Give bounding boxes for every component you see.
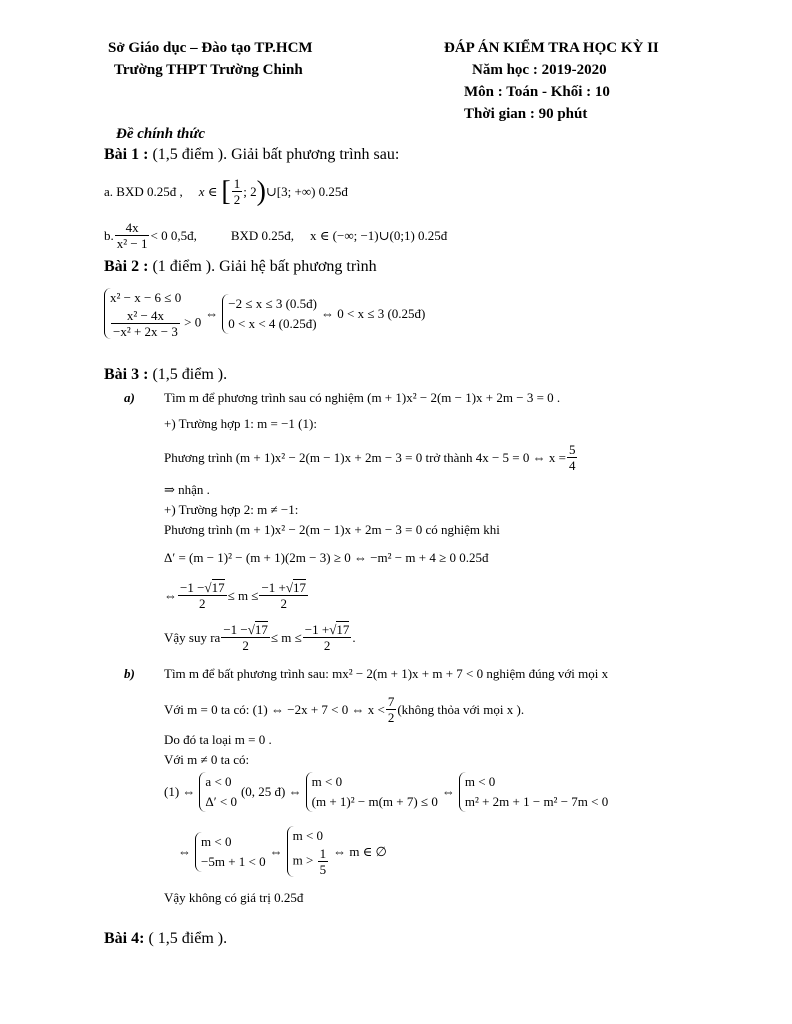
s5-line-2 — [293, 846, 329, 877]
case2: +) Trường hợp 2: m ≠ −1: — [164, 502, 299, 517]
frac-num: 1 — [233, 176, 241, 191]
sys2-after: > 0 — [184, 314, 202, 330]
case1: +) Trường hợp 1: m = −1 (1): — [164, 416, 317, 431]
dot: . — [352, 629, 356, 645]
frac-num — [221, 622, 270, 637]
bai1-b-bxd: BXD 0.25đ, — [230, 227, 295, 243]
bai1-part-b — [104, 220, 447, 251]
system-chain-2 — [178, 826, 387, 877]
bai4-heading-line — [104, 930, 227, 948]
bai4-heading: Bài 4: — [104, 930, 145, 947]
num-prefix: −1 + — [304, 622, 330, 637]
s4-line-2: −5m + 1 < 0 — [201, 853, 266, 869]
exclude-line: Do đó ta loại m = 0 . — [164, 732, 272, 747]
frac-num: 4x — [125, 220, 139, 235]
system-s4 — [195, 832, 266, 872]
school-name: Trường THPT Trường Chinh — [114, 62, 303, 78]
subject: Môn : Toán - Khối : 10 — [464, 84, 610, 100]
bai1-b-frac — [115, 220, 150, 251]
sqrt-arg: 17 — [254, 622, 268, 637]
duration: Thời gian : 90 phút — [464, 106, 588, 122]
frac-den: 2 — [233, 192, 241, 207]
sys-line-2 — [110, 308, 201, 339]
m0-line — [164, 694, 524, 725]
frac-den: x² − 1 — [116, 236, 148, 251]
iff-symbol: ⇔ — [205, 305, 219, 321]
bai3-b-text: Tìm m để bất phương trình sau: mx² − 2(m + 1)x + m + 7 < 0 nghiệm đúng với mọi x — [164, 666, 609, 681]
official-label: Đề chính thức — [116, 126, 205, 142]
has-root-line: Phương trình (m + 1)x² − 2(m − 1)x + 2m − 3 = 0 có nghiệm khi — [164, 522, 500, 537]
bai1-b-label: b. — [104, 227, 114, 243]
sqrt-icon: √ — [204, 580, 212, 595]
frac-den: 2 — [387, 710, 395, 725]
root-right-frac — [303, 622, 352, 653]
bai2-heading-line — [104, 258, 377, 276]
system-right — [222, 294, 317, 334]
one-iff: (1) ⇔ — [164, 784, 196, 799]
frac-num: 1 — [319, 846, 327, 861]
conclusion-a — [164, 622, 356, 653]
sys-line-1: x² − x − 6 ≤ 0 — [110, 290, 182, 305]
bai3-a-text: Tìm m để phương trình sau có nghiệm (m + 1)x² − 2(m − 1)x + 2m − 3 = 0 . — [164, 390, 561, 405]
iff-symbol: ⇔ — [441, 784, 455, 799]
bai3-heading: Bài 3 : — [104, 366, 149, 383]
num-prefix: −1 − — [180, 580, 205, 595]
m0-post: (không thỏa với mọi x ). — [397, 701, 525, 717]
s2-line-2: (m + 1)² − m(m + 7) ≤ 0 — [311, 794, 438, 809]
frac-den: 2 — [178, 595, 227, 611]
bai3-heading-line — [104, 366, 227, 384]
system-chain-1 — [164, 772, 612, 812]
mneq0-line: Với m ≠ 0 ta có: — [164, 752, 250, 767]
s4-line-1: m < 0 — [201, 833, 232, 849]
dept-name: Sở Giáo dục – Đào tạo TP.HCM — [108, 40, 313, 56]
root-left-frac — [221, 622, 270, 653]
root-right-frac — [259, 580, 308, 611]
bai3-a-label: a) — [124, 390, 135, 405]
sqrt-arg: 17 — [336, 622, 350, 637]
frac-num: x² − 4x — [126, 308, 165, 323]
school-year: Năm học : 2019-2020 — [472, 62, 607, 78]
system-s3 — [459, 772, 608, 812]
root-mid: ≤ m ≤ — [270, 629, 302, 645]
bai1-b-set: x ∈ (−∞; −1)∪(0;1) 0.25đ — [310, 227, 448, 243]
s3-line-2: m² + 2m + 1 − m² − 7m < 0 — [464, 794, 609, 809]
num-prefix: −1 + — [261, 580, 286, 595]
s3-line-1: m < 0 — [464, 774, 496, 789]
frac-num — [178, 580, 227, 595]
paren-close: ) — [256, 175, 266, 207]
frac-num: 7 — [387, 694, 395, 709]
accept-line: ⇒ nhận . — [164, 482, 210, 497]
sqrt-arg: 17 — [211, 580, 225, 595]
frac-num — [259, 580, 308, 595]
sqrt-arg: 17 — [293, 580, 307, 595]
bai1-desc: (1,5 điểm ). Giải bất phương trình sau: — [152, 146, 400, 163]
root-left-frac — [178, 580, 227, 611]
system-s1 — [199, 772, 237, 812]
system-left — [104, 288, 201, 339]
bai1-a-set-prefix: x ∈ — [198, 183, 218, 199]
eq-frac — [567, 442, 578, 473]
iff-symbol: ⇔ — [164, 587, 177, 603]
s1-points: (0, 25 đ) ⇔ — [240, 784, 302, 799]
sysb-line-2: 0 < x < 4 (0.25đ) — [228, 315, 317, 331]
sqrt-icon: √ — [247, 622, 255, 637]
s5b-pre: m > — [292, 852, 314, 868]
bai1-part-a — [104, 176, 348, 207]
bai2-result: ⇔ 0 < x ≤ 3 (0.25đ) — [321, 305, 426, 321]
bai2-heading: Bài 2 : — [104, 258, 149, 275]
bai1-b-after: < 0 0,5đ, — [150, 227, 197, 243]
bai3-desc: (1,5 điểm ). — [152, 366, 228, 383]
s5-line-1: m < 0 — [292, 828, 324, 843]
frac-den: 4 — [568, 458, 576, 473]
system-s2 — [306, 772, 438, 812]
bai1-heading-line — [104, 146, 399, 164]
frac-den: −x² + 2x − 3 — [113, 324, 178, 339]
no-value-line: Vậy không có giá trị 0.25đ — [164, 890, 304, 905]
frac-num — [303, 622, 352, 637]
sqrt-icon: √ — [285, 580, 294, 595]
num-prefix: −1 − — [223, 622, 248, 637]
sys2-frac — [111, 308, 180, 339]
doc-title: ĐÁP ÁN KIỂM TRA HỌC KỲ II — [444, 40, 659, 56]
bracket-open: [ — [221, 175, 231, 207]
iff-symbol: ⇔ — [178, 843, 191, 859]
bai1-a-set-tail: ∪[3; +∞) 0.25đ — [265, 183, 348, 199]
conclude-text: Vậy suy ra — [164, 629, 221, 645]
frac-den: 2 — [221, 637, 270, 653]
eq-line-pre: Phương trình (m + 1)x² − 2(m − 1)x + 2m − 3 = 0 trở thành 4x − 5 = 0 ⇔ x = — [164, 449, 566, 465]
sysb-line-1: −2 ≤ x ≤ 3 (0.5đ) — [228, 295, 318, 311]
frac-num: 5 — [568, 442, 576, 457]
frac-den: 2 — [303, 637, 352, 653]
delta-line: Δ′ = (m − 1)² − (m + 1)(2m − 3) ≥ 0 ⇔ −m² − m + 4 ≥ 0 0.25đ — [164, 550, 489, 565]
iff-symbol: ⇔ — [269, 843, 283, 859]
root-interval-line — [164, 580, 309, 611]
sqrt-icon: √ — [329, 622, 337, 637]
eq-line — [164, 442, 578, 473]
system-s5 — [287, 826, 329, 877]
s1-line-2: Δ′ < 0 — [205, 794, 237, 809]
bai1-a-frac — [232, 176, 243, 207]
m0-frac — [386, 694, 397, 725]
bai1-a-label: a. BXD 0.25đ , — [104, 183, 183, 199]
bai1-heading: Bài 1 : — [104, 146, 149, 163]
bai2-desc: (1 điểm ). Giải hệ bất phương trình — [152, 258, 377, 275]
bai3-b-label: b) — [124, 666, 135, 681]
bai4-desc: ( 1,5 điểm ). — [148, 930, 228, 947]
s1-line-1: a < 0 — [205, 774, 232, 789]
frac-den: 5 — [319, 862, 327, 877]
m0-pre: Với m = 0 ta có: (1) ⇔ −2x + 7 < 0 ⇔ x < — [164, 701, 385, 717]
bai1-a-set-mid: ; 2 — [243, 183, 257, 199]
s5-result: ⇔ m ∈ ∅ — [333, 843, 387, 859]
root-mid: ≤ m ≤ — [227, 587, 259, 603]
s5-frac — [318, 846, 329, 877]
bai2-system — [104, 288, 425, 339]
s2-line-1: m < 0 — [311, 774, 343, 789]
frac-den: 2 — [259, 595, 308, 611]
